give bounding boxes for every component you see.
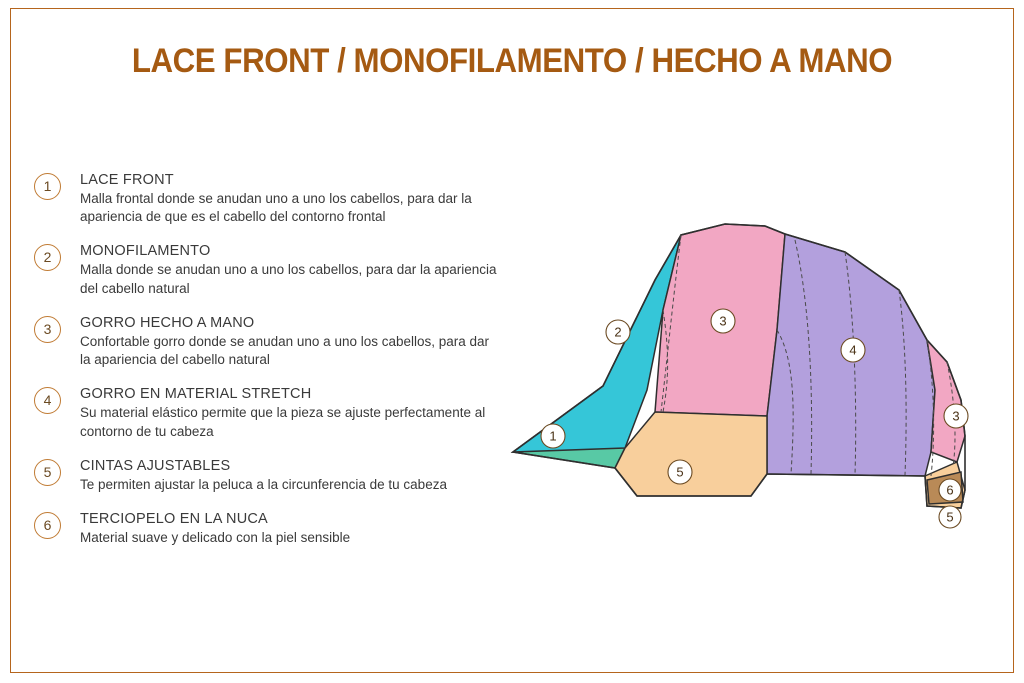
legend-title-2: MONOFILAMENTO [80, 243, 211, 260]
legend-list [32, 172, 502, 564]
legend-item-5 [32, 458, 502, 494]
legend-desc-5: Te permiten ajustar la peluca a la circunferencia de tu cabeza [80, 476, 447, 492]
legend-number-1: 1 [34, 173, 61, 200]
legend-title-6: TERCIOPELO EN LA NUCA [80, 510, 268, 527]
legend-desc-4: Su material elástico permite que la pieza se ajuste perfectamente al contorno de tu cabeza [80, 405, 486, 439]
callout-3-text: 3 [719, 313, 727, 329]
legend-item-1 [32, 172, 502, 226]
legend-title-4: GORRO EN MATERIAL STRETCH [80, 386, 312, 403]
legend-desc-3: Confortable gorro donde se anudan uno a uno los cabellos, para dar la apariencia del cabello natural [80, 333, 490, 368]
legend-desc-1: Malla frontal donde se anudan uno a uno los cabellos, para dar la apariencia de que es el cabello del contorno frontal [80, 191, 472, 225]
legend-title-3: GORRO HECHO A MANO [80, 314, 255, 331]
callout-6 [939, 479, 961, 501]
legend-title-1: LACE FRONT [80, 172, 174, 188]
callout-5-text: 5 [676, 464, 684, 480]
callout-4-text: 4 [849, 342, 857, 358]
legend-item-2 [32, 243, 502, 297]
callout-2-text: 2 [614, 324, 622, 340]
legend-number-3: 3 [34, 316, 61, 343]
callout-3b [944, 404, 968, 428]
legend-item-3 [32, 315, 502, 369]
legend-number-2: 2 [34, 244, 61, 271]
callout-3 [711, 309, 735, 333]
legend-desc-2: Malla donde se anudan uno a uno los cabellos, para dar la apariencia del cabello natural [80, 262, 497, 296]
legend-number-6: 6 [34, 512, 61, 539]
legend-item-4 [32, 386, 502, 440]
legend-number-5: 5 [34, 459, 61, 486]
callout-1-text: 1 [549, 428, 557, 444]
legend-title-5: CINTAS AJUSTABLES [80, 457, 231, 474]
wig-cap-diagram [495, 190, 1005, 550]
callout-1 [541, 424, 565, 448]
callout-6-text: 6 [946, 482, 954, 498]
region-strap-front [615, 412, 767, 496]
callout-5b [939, 506, 961, 528]
legend-desc-6: Material suave y delicado con la piel sensible [80, 529, 351, 545]
callout-3b-text: 3 [952, 408, 960, 424]
callout-2 [606, 320, 630, 344]
legend-item-6 [32, 511, 502, 547]
callout-5 [668, 460, 692, 484]
callout-5b-text: 5 [946, 509, 954, 525]
legend-number-4: 4 [34, 387, 61, 414]
page-title: LACE FRONT / MONOFILAMENTO / HECHO A MANO [131, 42, 893, 80]
callout-4 [841, 338, 865, 362]
